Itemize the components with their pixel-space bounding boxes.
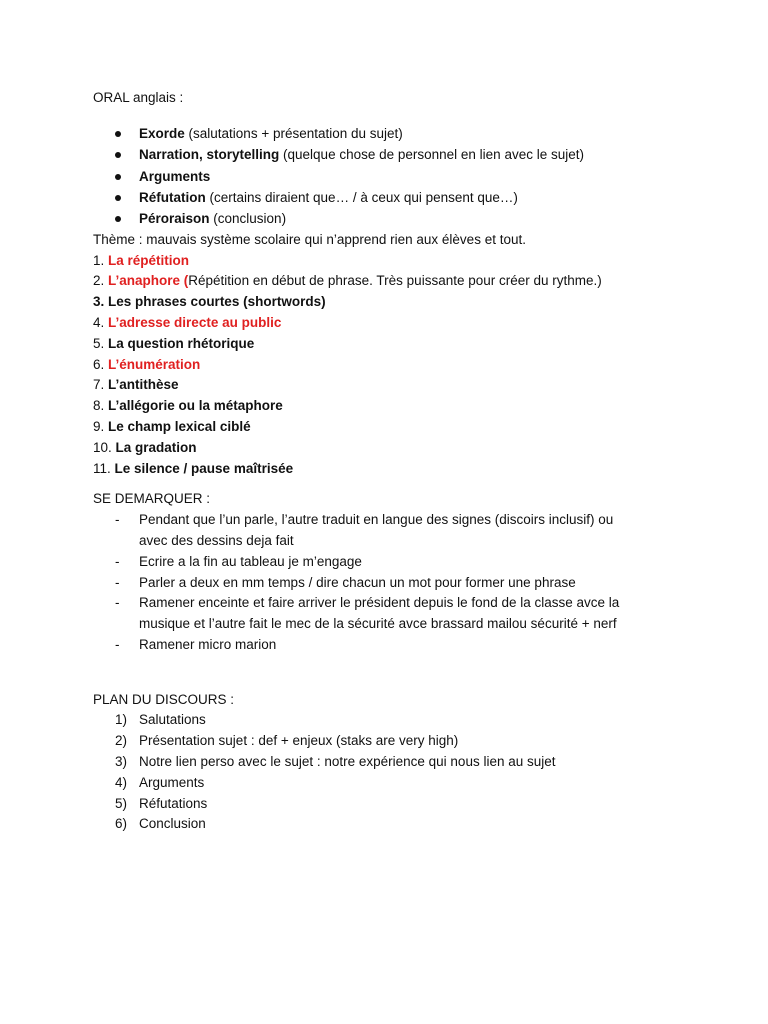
figure-label: La gradation (115, 439, 197, 455)
figure-label: La question rhétorique (108, 335, 255, 351)
se-demarquer-list (93, 510, 693, 656)
list-item (93, 635, 693, 656)
dash-marker: - (115, 595, 120, 611)
plan-number: 6) (115, 816, 128, 832)
list-item-line: Ramener micro marion (139, 636, 277, 652)
plan-number: 4) (115, 774, 128, 790)
figure-number: 1. (93, 252, 109, 268)
list-item-line: Ecrire a la fin au tableau je m’engage (139, 553, 362, 569)
structure-detail: (quelque chose de personnel en lien avec le sujet) (279, 147, 584, 163)
figure-item (93, 459, 693, 480)
bullet-icon (115, 131, 121, 137)
figure-number: 4. (93, 314, 109, 330)
structure-detail: (conclusion) (209, 211, 287, 227)
structure-item (93, 123, 693, 144)
plan-item (93, 731, 693, 752)
figure-label: L’adresse directe au public (108, 314, 282, 330)
figure-item (93, 271, 693, 292)
list-item (93, 573, 693, 594)
structure-term: Arguments (139, 168, 211, 184)
figure-label: Le silence / pause maîtrisée (114, 460, 294, 476)
dash-marker: - (115, 553, 120, 569)
figure-item (93, 292, 693, 313)
figure-label: La répétition (108, 252, 190, 268)
theme-line: Thème : mauvais système scolaire qui n’apprend rien aux élèves et tout. (93, 231, 526, 247)
plan-title: PLAN DU DISCOURS : (93, 691, 235, 707)
figure-item (93, 438, 693, 459)
plan-number: 1) (115, 712, 128, 728)
plan-item (93, 794, 693, 815)
figure-item (93, 375, 693, 396)
list-item-line: Parler a deux en mm temps / dire chacun un mot pour former une phrase (139, 574, 576, 590)
list-item-line: musique et l’autre fait le mec de la sécurité avce brassard mailou sécurité + nerf (139, 616, 617, 632)
structure-detail: (salutations + présentation du sujet) (184, 125, 403, 141)
plan-list (93, 710, 693, 835)
list-item (93, 593, 693, 635)
figure-label: L’énumération (108, 356, 201, 372)
dash-marker: - (115, 574, 120, 590)
structure-detail: (certains diraient que… / à ceux qui pensent que…) (205, 189, 518, 205)
structure-item (93, 166, 693, 187)
plan-text: Réfutations (139, 795, 208, 811)
figure-number: 9. (93, 418, 109, 434)
structure-list (93, 123, 693, 230)
plan-number: 2) (115, 733, 128, 749)
figure-label: Les phrases courtes (shortwords) (108, 294, 326, 310)
figure-label: L’allégorie ou la métaphore (108, 398, 283, 414)
structure-term: Narration, storytelling (139, 147, 280, 163)
plan-text: Salutations (139, 712, 206, 728)
doc-header: ORAL anglais : (93, 90, 184, 105)
figure-number: 5. (93, 335, 109, 351)
document-page (93, 88, 693, 835)
plan-item (93, 773, 693, 794)
structure-item (93, 144, 693, 165)
figure-label: Le champ lexical ciblé (108, 418, 251, 434)
figure-number: 2. (93, 273, 109, 289)
dash-marker: - (115, 636, 120, 652)
bullet-icon (115, 174, 121, 180)
figure-note: Répétition en début de phrase. Très puissante pour créer du rythme.) (188, 273, 602, 289)
figure-number: 6. (93, 356, 109, 372)
figure-item (93, 396, 693, 417)
figure-item (93, 334, 693, 355)
plan-number: 5) (115, 795, 128, 811)
structure-term: Réfutation (139, 189, 206, 205)
plan-text: Notre lien perso avec le sujet : notre expérience qui nous lien au sujet (139, 754, 556, 770)
bullet-icon (115, 152, 121, 158)
structure-term: Exorde (139, 125, 185, 141)
structure-item (93, 187, 693, 208)
figure-number: 3. (93, 294, 109, 310)
structure-item (93, 208, 693, 229)
plan-item (93, 814, 693, 835)
plan-text: Arguments (139, 774, 205, 790)
bullet-icon (115, 216, 121, 222)
dash-marker: - (115, 512, 120, 528)
structure-term: Péroraison (139, 211, 210, 227)
plan-text: Présentation sujet : def + enjeux (staks are very high) (139, 733, 459, 749)
figure-number: 7. (93, 377, 109, 393)
figure-item (93, 251, 693, 272)
bullet-icon (115, 195, 121, 201)
figure-label: L’antithèse (108, 377, 179, 393)
figures-list (93, 251, 693, 480)
figure-number: 11. (93, 460, 115, 476)
figure-item (93, 313, 693, 334)
figure-number: 10. (93, 439, 116, 455)
figure-label: L’anaphore ( (108, 273, 189, 289)
plan-text: Conclusion (139, 816, 206, 832)
list-item-line: Pendant que l’un parle, l’autre traduit en langue des signes (discoirs inclusif) ou (139, 512, 614, 528)
plan-item (93, 710, 693, 731)
figure-item (93, 417, 693, 438)
list-item (93, 510, 693, 552)
plan-item (93, 752, 693, 773)
list-item-line: Ramener enceinte et faire arriver le président depuis le fond de la classe avce la (139, 595, 620, 611)
list-item (93, 552, 693, 573)
se-demarquer-title: SE DEMARQUER : (93, 491, 211, 507)
figure-item (93, 355, 693, 376)
figure-number: 8. (93, 398, 109, 414)
list-item-line: avec des dessins deja fait (139, 532, 294, 548)
plan-number: 3) (115, 754, 128, 770)
